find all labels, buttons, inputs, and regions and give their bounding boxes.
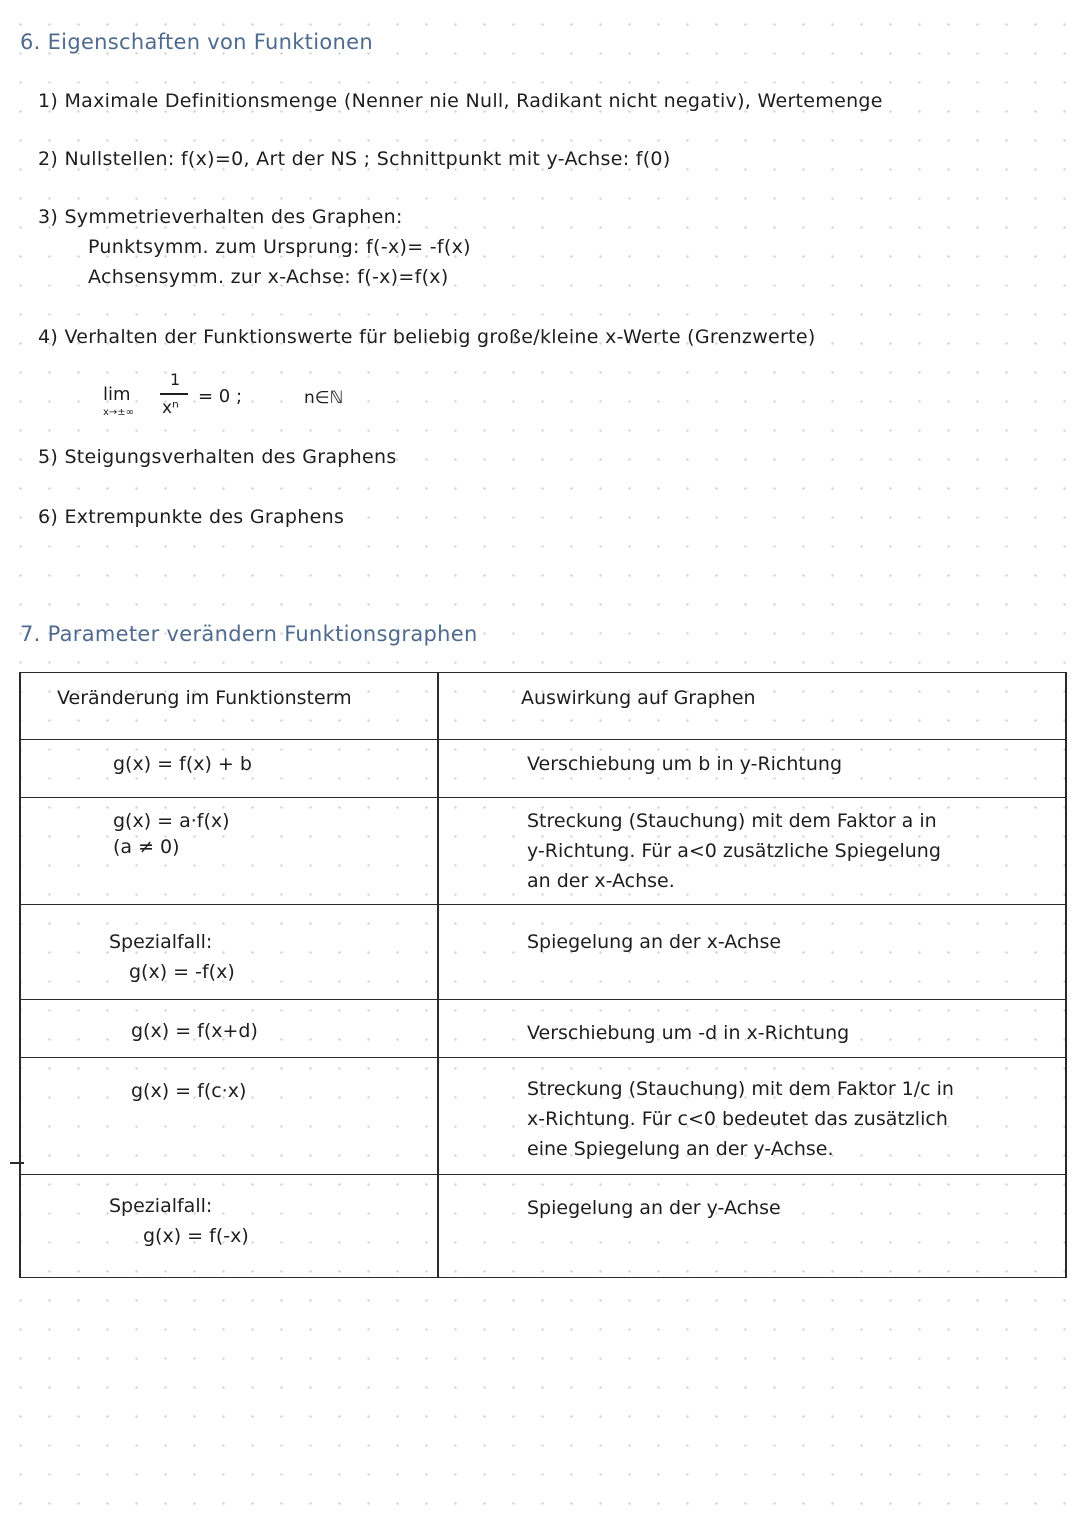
lim-subscript: x→±∞ bbox=[103, 407, 135, 418]
term-stretch-x: g(x) = f(c·x) bbox=[131, 1080, 247, 1102]
item-2-zeros: 2) Nullstellen: f(x)=0, Art der NS ; Schnittpunkt mit y-Achse: f(0) bbox=[38, 148, 671, 170]
effect-mirror-x: Spiegelung an der x-Achse bbox=[527, 931, 782, 953]
fraction-bar bbox=[160, 393, 188, 395]
table-row bbox=[20, 1175, 1066, 1278]
term-shift-x: g(x) = f(x+d) bbox=[131, 1020, 258, 1042]
section-7-title: 7. Parameter verändern Funktionsgraphen bbox=[20, 622, 478, 646]
item-1-definition-range: 1) Maximale Definitionsmenge (Nenner nie Null, Radikant nicht negativ), Wertemenge bbox=[38, 90, 883, 112]
lim-label: lim bbox=[103, 384, 131, 405]
header-change: Veränderung im Funktionsterm bbox=[20, 673, 438, 740]
term-mirror-y: g(x) = f(-x) bbox=[143, 1225, 249, 1247]
effect-stretch-y-line2: y-Richtung. Für a<0 zusätzliche Spiegelung bbox=[527, 840, 941, 862]
effect-mirror-y: Spiegelung an der y-Achse bbox=[527, 1197, 781, 1219]
effect-stretch-x-line3: eine Spiegelung an der y-Achse. bbox=[527, 1138, 834, 1160]
item-4-limits-title: 4) Verhalten der Funktionswerte für beliebig große/kleine x-Werte (Grenzwerte) bbox=[38, 326, 816, 348]
effect-stretch-y-line3: an der x-Achse. bbox=[527, 870, 675, 892]
parameter-table bbox=[19, 672, 1067, 1278]
item-3-axis-symmetry: Achsensymm. zur x-Achse: f(-x)=f(x) bbox=[88, 266, 449, 288]
effect-stretch-x-line2: x-Richtung. Für c<0 bedeutet das zusätzlich bbox=[527, 1108, 948, 1130]
effect-stretch-x-line1: Streckung (Stauchung) mit dem Faktor 1/c in bbox=[527, 1078, 954, 1100]
table-header-row bbox=[20, 673, 1066, 740]
table-row bbox=[20, 905, 1066, 1000]
fraction-denominator: xⁿ bbox=[162, 398, 179, 418]
term-shift-y: g(x) = f(x) + b bbox=[113, 753, 252, 775]
section-6-title: 6. Eigenschaften von Funktionen bbox=[20, 30, 373, 54]
item-6-extrema: 6) Extrempunkte des Graphens bbox=[38, 506, 345, 528]
table-row bbox=[20, 1000, 1066, 1058]
fraction-numerator: 1 bbox=[170, 370, 181, 389]
header-effect: Auswirkung auf Graphen bbox=[438, 673, 1066, 740]
table-row bbox=[20, 1058, 1066, 1175]
limit-equals: = 0 ; bbox=[198, 386, 243, 407]
term-special-case-label: Spezialfall: bbox=[109, 931, 213, 953]
effect-stretch-y-line1: Streckung (Stauchung) mit dem Faktor a in bbox=[527, 810, 937, 832]
limit-condition: n∈ℕ bbox=[304, 388, 344, 408]
item-5-slope: 5) Steigungsverhalten des Graphens bbox=[38, 446, 397, 468]
table-row bbox=[20, 798, 1066, 905]
term-mirror-x: g(x) = -f(x) bbox=[129, 961, 235, 983]
table-row bbox=[20, 740, 1066, 798]
term-stretch-y: g(x) = a·f(x) bbox=[113, 810, 230, 832]
term-special-case-label: Spezialfall: bbox=[109, 1195, 213, 1217]
item-3-symmetry-title: 3) Symmetrieverhalten des Graphen: bbox=[38, 206, 403, 228]
effect-shift-y: Verschiebung um b in y-Richtung bbox=[527, 753, 843, 775]
term-stretch-y-condition: (a ≠ 0) bbox=[113, 836, 180, 858]
item-3-point-symmetry: Punktsymm. zum Ursprung: f(-x)= -f(x) bbox=[88, 236, 471, 258]
effect-shift-x: Verschiebung um -d in x-Richtung bbox=[527, 1022, 850, 1044]
